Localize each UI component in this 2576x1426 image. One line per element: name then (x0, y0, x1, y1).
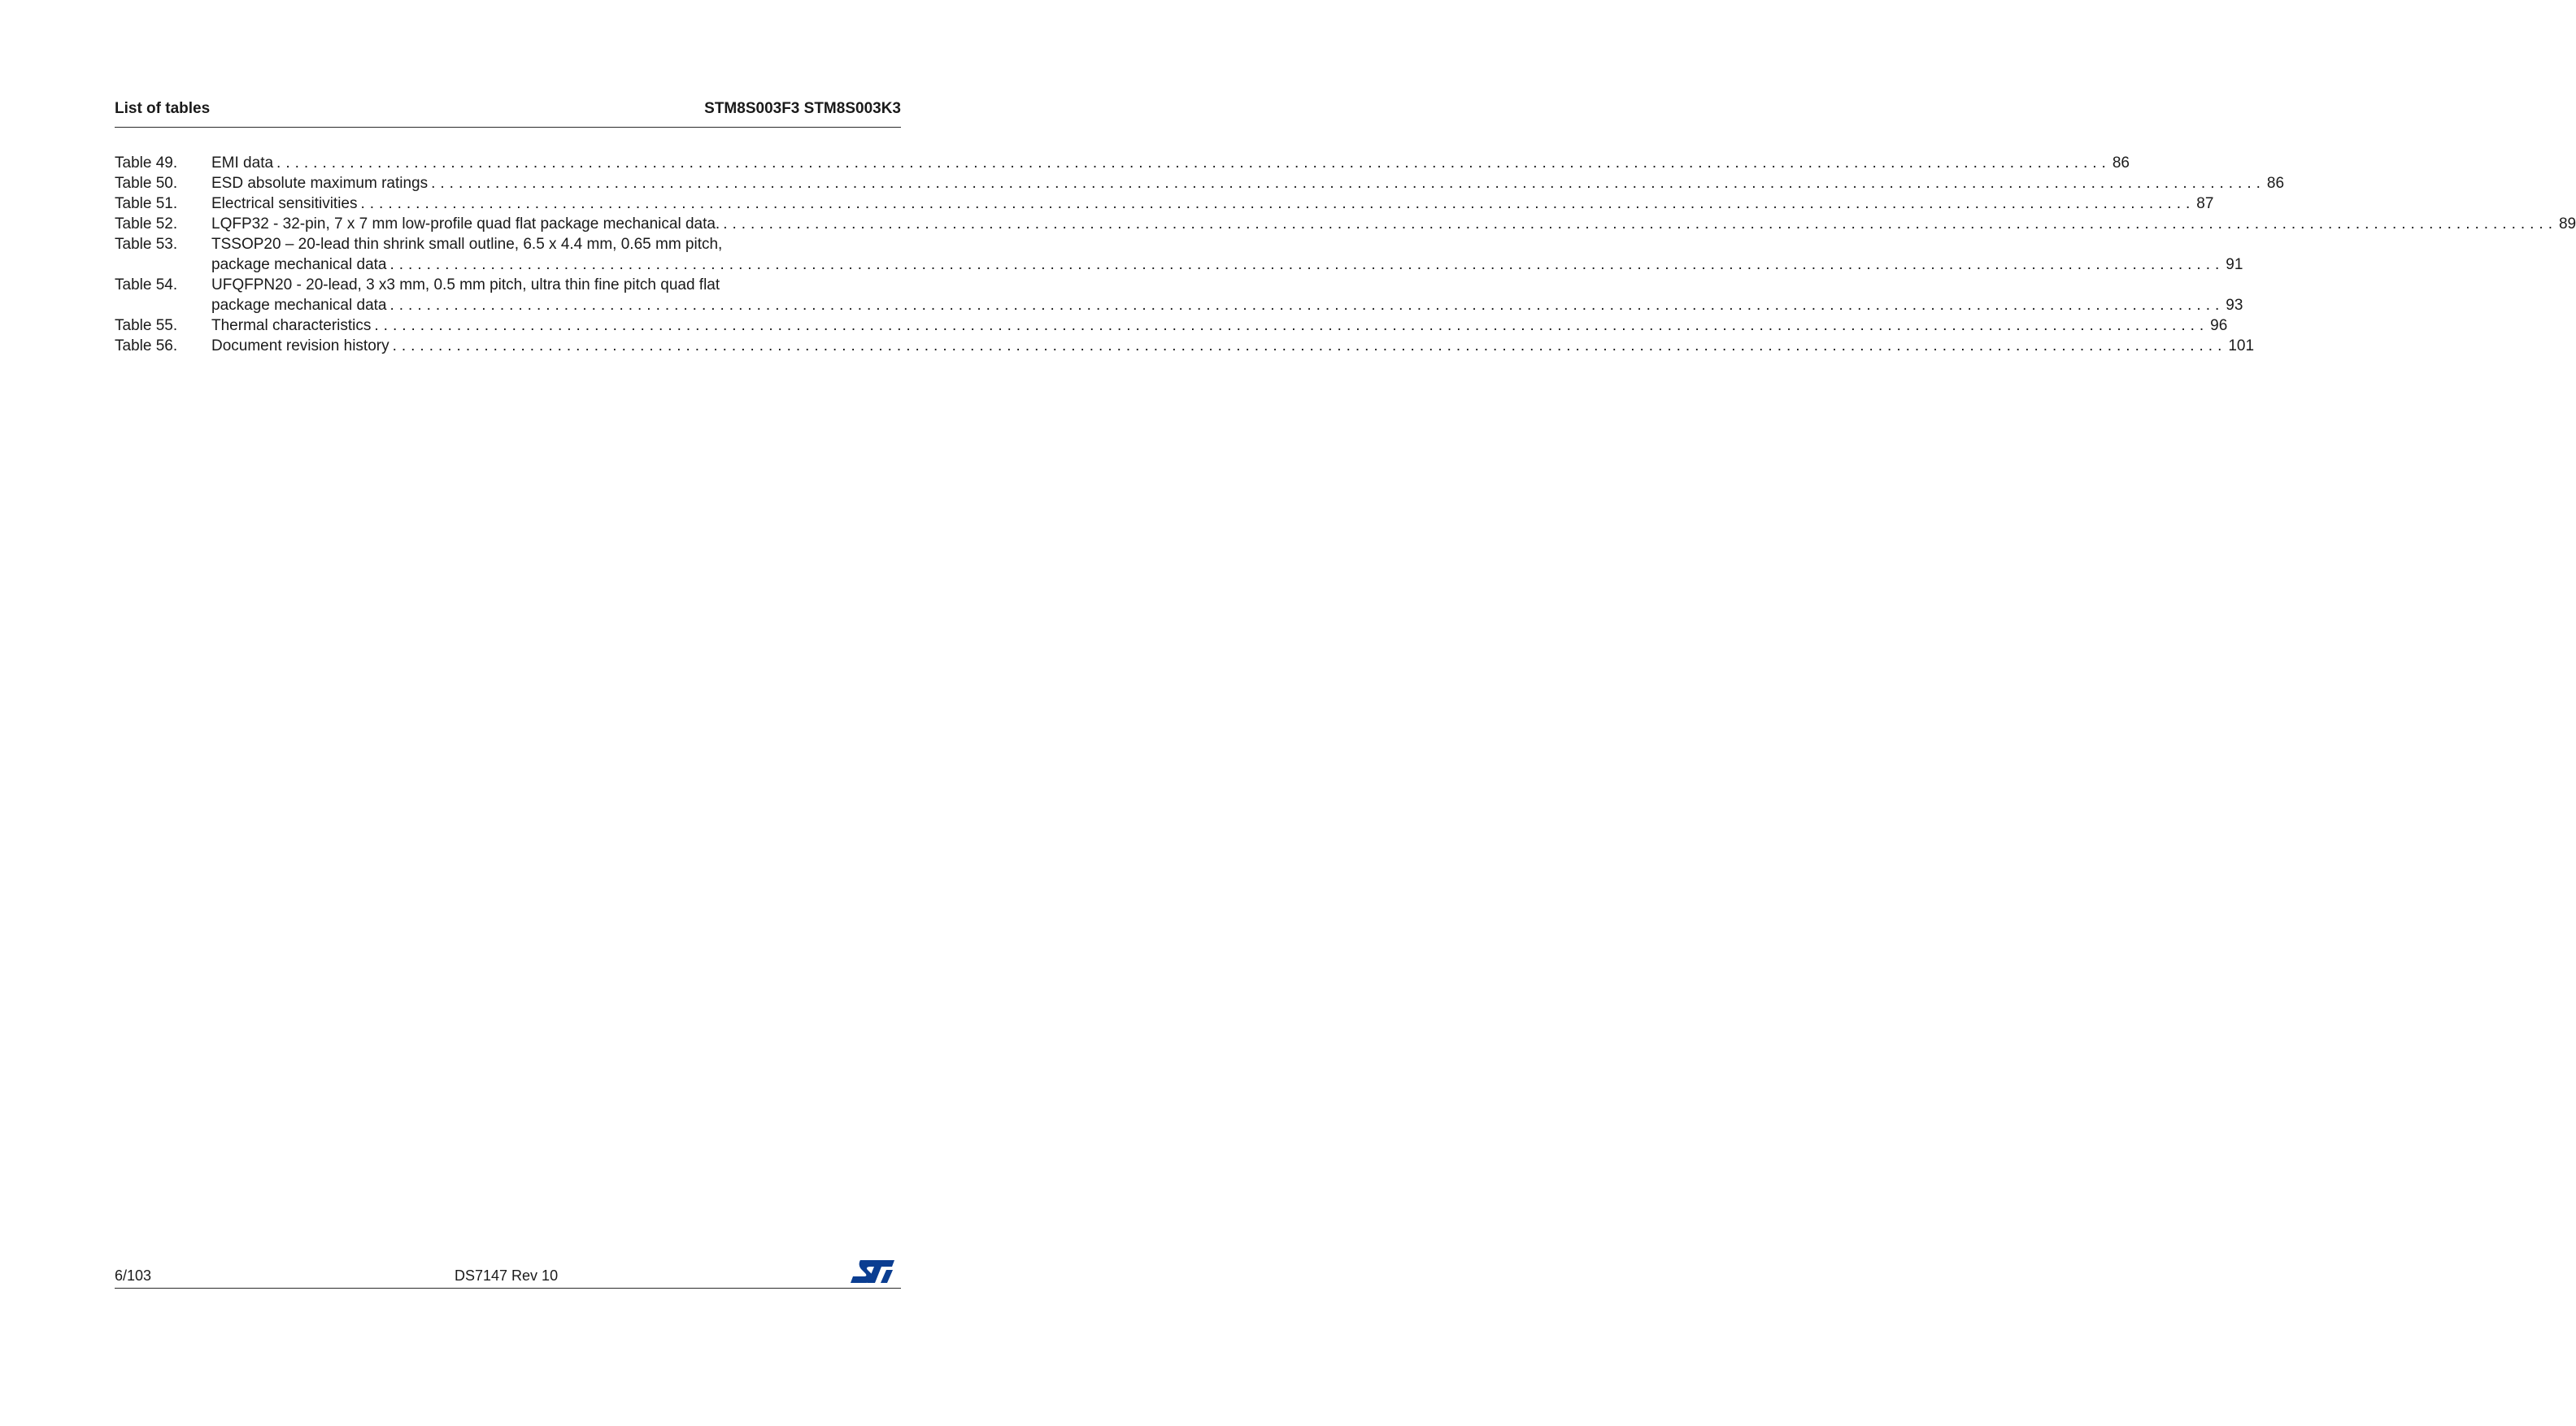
toc-leader-line (211, 295, 2243, 315)
page-footer (115, 1259, 901, 1289)
section-title: List of tables (115, 100, 211, 117)
toc-row (115, 173, 2285, 193)
page-reference: 86 (2266, 175, 2285, 192)
dot-leader: ........................................................................................................................................................................................................ (431, 175, 2265, 192)
table-number: Table 55. (115, 317, 178, 334)
toc-row (115, 295, 2243, 315)
table-number: Table 49. (115, 154, 178, 172)
table-title: package mechanical data (211, 295, 389, 315)
page-number: 6/103 (115, 1267, 152, 1284)
table-number: Table 51. (115, 195, 178, 212)
toc-row (115, 315, 2228, 336)
table-number: Table 52. (115, 215, 178, 233)
toc-entry[interactable] (115, 234, 2243, 275)
toc-entry[interactable] (115, 193, 2214, 214)
st-logo-icon (849, 1259, 896, 1285)
document-id: DS7147 Rev 10 (455, 1267, 559, 1284)
dot-leader: ........................................................................................................................................................................................................ (389, 256, 2225, 273)
table-title: package mechanical data (211, 254, 389, 275)
table-title-line: UFQFPN20 - 20-lead, 3 x3 mm, 0.5 mm pitch, ultra thin fine pitch quad flat (211, 276, 720, 293)
page-reference: 101 (2228, 337, 2255, 354)
page-reference: 93 (2226, 297, 2243, 314)
toc-entry[interactable] (115, 214, 2576, 234)
dot-leader: ........................................................................................................................................................................................................ (723, 215, 2557, 233)
product-name: STM8S003F3 STM8S003K3 (704, 100, 901, 117)
toc-leader-line (211, 254, 2243, 275)
table-number: Table 53. (115, 236, 178, 253)
dot-leader: ........................................................................................................................................................................................................ (389, 297, 2225, 314)
toc-row (115, 336, 2255, 356)
dot-leader: ........................................................................................................................................................................................................ (360, 195, 2195, 212)
table-number: Table 56. (115, 337, 178, 354)
table-number: Table 50. (115, 175, 178, 192)
page-reference: 87 (2196, 195, 2214, 212)
toc-entry[interactable] (115, 153, 2130, 173)
table-title: ESD absolute maximum ratings (211, 173, 431, 193)
toc-row (115, 193, 2214, 214)
toc-row (115, 214, 2576, 234)
toc-leader-line (211, 193, 2214, 214)
table-title: Document revision history (211, 336, 393, 356)
page-header (115, 98, 901, 128)
toc-row (115, 275, 901, 295)
dot-leader: ........................................................................................................................................................................................................ (392, 337, 2227, 354)
toc-leader-line (211, 214, 2576, 234)
page-reference: 91 (2226, 256, 2243, 273)
dot-leader: ........................................................................................................................................................................................................ (374, 317, 2209, 334)
page-reference: 89 (2558, 215, 2576, 233)
toc-entry[interactable] (115, 275, 2243, 315)
dot-leader: ........................................................................................................................................................................................................ (276, 154, 2111, 172)
toc-leader-line (211, 315, 2228, 336)
table-title: Thermal characteristics (211, 315, 374, 336)
toc-row (115, 234, 901, 254)
toc-row (115, 254, 2243, 275)
page-reference: 96 (2210, 317, 2228, 334)
toc-entry[interactable] (115, 315, 2228, 336)
toc-entry[interactable] (115, 336, 2255, 356)
list-of-tables (115, 153, 2576, 356)
toc-leader-line (211, 336, 2255, 356)
toc-leader-line (211, 153, 2130, 173)
table-title: LQFP32 - 32-pin, 7 x 7 mm low-profile quad flat package mechanical data. (211, 214, 723, 234)
table-title: EMI data (211, 153, 276, 173)
toc-leader-line (211, 173, 2285, 193)
table-number: Table 54. (115, 276, 178, 293)
table-title: Electrical sensitivities (211, 193, 361, 214)
toc-entry[interactable] (115, 173, 2285, 193)
table-title-line: TSSOP20 – 20-lead thin shrink small outline, 6.5 x 4.4 mm, 0.65 mm pitch, (211, 236, 723, 253)
page-reference: 86 (2112, 154, 2130, 172)
toc-row (115, 153, 2130, 173)
